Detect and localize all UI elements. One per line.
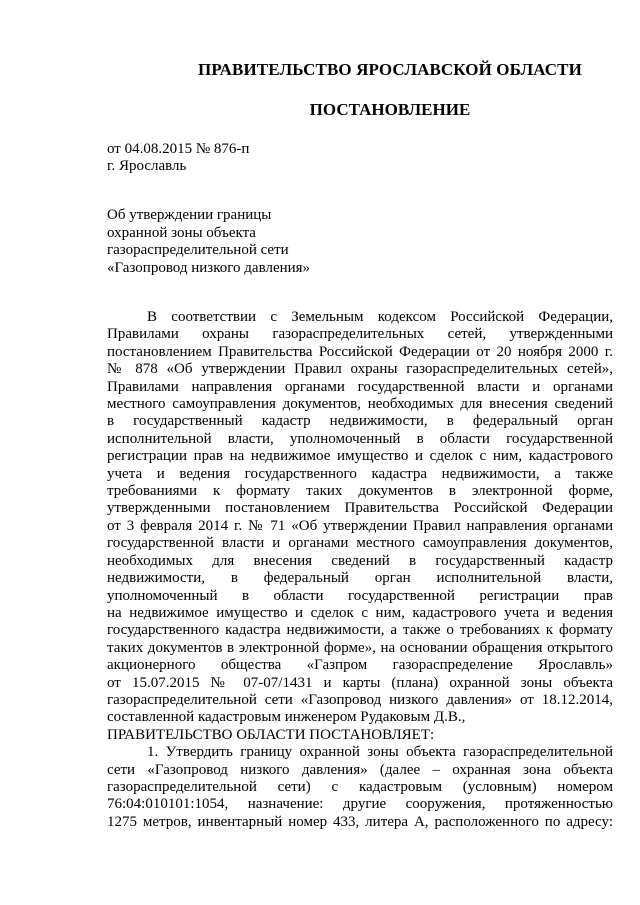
preamble-line: местного самоуправления документов, необходимых для внесения сведений (107, 396, 613, 413)
preamble-line: необходимых для внесения сведений в государственный кадастр (107, 552, 613, 569)
item-1-line: 1. Утвердить границу охранной зоны объекта газораспределительной (147, 744, 613, 761)
preamble-line: составленной кадастровым инженером Рудаковым Д.В., (107, 709, 466, 726)
preamble-line: от 3 февраля 2014 г. № 71 «Об утверждении Правил направления органами (107, 517, 613, 534)
preamble-paragraph (107, 309, 613, 727)
preamble-line: № 878 «Об утверждении Правил охраны газораспределительных сетей», (107, 361, 613, 378)
preamble-line: Правилами направления органами государственной власти и органами (107, 378, 613, 395)
preamble-line: В соответствии с Земельным кодексом Российской Федерации, (147, 309, 613, 325)
preamble-line: от 15.07.2015 № 07-07/1431 и карты (плана) охранной зоны объекта (107, 674, 613, 691)
preamble-line: газораспределительной сети «Газопровод низкого давления» от 18.12.2014, (107, 691, 613, 708)
document-city: г. Ярославль (107, 158, 187, 174)
item-1-line: сети «Газопровод низкого давления» (далее – охранная зона объекта (107, 761, 613, 778)
preamble-line: государственной власти и органами местного самоуправления документов, (107, 535, 613, 552)
preamble-line: государственного кадастра недвижимости, а также о требованиях к формату (107, 622, 613, 639)
preamble-line: исполнительной власти, уполномоченный в области государственной (107, 430, 613, 447)
subject-line: Об утверждении границы (107, 207, 272, 223)
document-type-heading: ПОСТАНОВЛЕНИЕ (309, 100, 471, 119)
preamble-line: учета и ведения государственного кадастра недвижимости, а также (107, 465, 613, 482)
preamble-line: уполномоченный в области государственной регистрации прав (107, 587, 613, 604)
preamble-line: регистрации прав на недвижимое имущество и сделок с ним, кадастрового (107, 448, 613, 465)
preamble-line: таких документов в электронной форме», на основании обращения открытого (107, 639, 613, 656)
preamble-line: требованиями к формату таких документов в электронной форме, (107, 483, 613, 500)
document-body (107, 309, 613, 831)
organization-title: ПРАВИТЕЛЬСТВО ЯРОСЛАВСКОЙ ОБЛАСТИ (198, 60, 582, 79)
document-subject (107, 207, 310, 277)
preamble-line: акционерного общества «Газпром газораспределение Ярославль» (107, 657, 613, 674)
document-date-number: от 04.08.2015 № 876-п (107, 141, 250, 157)
item-1-line: 1275 метров, инвентарный номер 433, литера А, расположенного по адресу: (107, 813, 613, 830)
preamble-line: постановлением Правительства Российской Федерации от 20 ноября 2000 г. (107, 343, 613, 360)
preamble-line: недвижимости, в федеральный орган исполнительной власти, (107, 570, 613, 587)
subject-line: газораспределительной сети (107, 242, 289, 258)
item-1-line: 76:04:010101:1054, назначение: другие сооружения, протяженностью (107, 796, 613, 813)
subject-line: «Газопровод низкого давления» (107, 259, 311, 276)
item-1-line: газораспределительной сети) с кадастровым (условным) номером (107, 778, 613, 795)
subject-line: охранной зоны объекта (107, 224, 256, 241)
preamble-line: на недвижимое имущество и сделок с ним, кадастрового учета и ведения (107, 604, 613, 621)
decree-phrase: ПРАВИТЕЛЬСТВО ОБЛАСТИ ПОСТАНОВЛЯЕТ: (107, 726, 435, 743)
preamble-line: Правилами охраны газораспределительных сетей, утвержденными (107, 326, 613, 343)
item-1-paragraph (107, 744, 613, 831)
preamble-line: утвержденными постановлением Правительства Российской Федерации (107, 500, 613, 517)
preamble-line: в государственный кадастр недвижимости, в федеральный орган (107, 413, 613, 430)
